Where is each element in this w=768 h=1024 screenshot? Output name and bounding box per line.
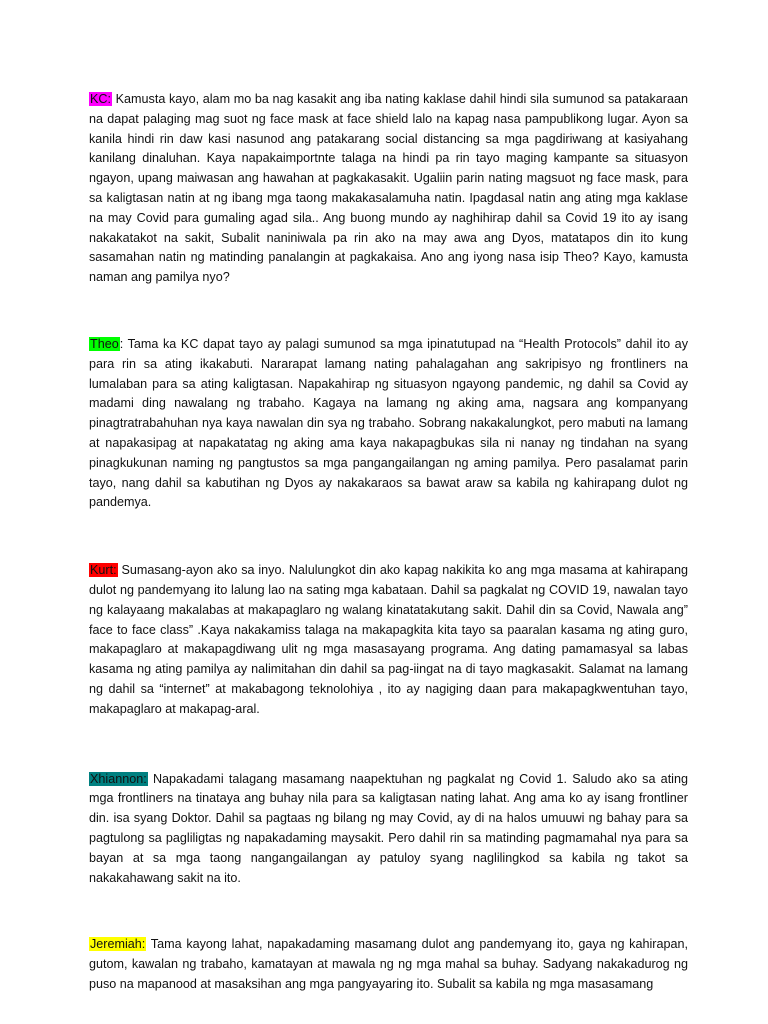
dialogue-text-kc: Kamusta kayo, alam mo ba nag kasakit ang iba nating kaklase dahil hindi sila sumunod sa patakaraan na dapat palaging mag suot ng face mask at face shield lalo na kapag nasa pampublikong lugar. Ayon sa kanila hindi rin daw kasi nasunod ang patakarang social distancing sa mga pagdiriwang at kasiyahang kanilang dinaluhan. Kaya napakaimportnte talaga na hindi pa rin tayo maging kampante sa situasyon ngayon, upang maiwasan ang hawahan at pagkakasakit. Ugaliin parin nating magsuot ng face mask, para sa kaligtasan natin at ng ibang mga taong makakasalamuha natin. Ipagdasal natin ang ating mga kaklase na may Covid para gumaling agad sila.. Ang buong mundo ay naghihirap dahil sa Covid 19 ito ay isang nakakatakot na sakit, Subalit naniniwala pa rin ako na may awa ang Dyos, matatapos din ito kung sasamahan natin ng matinding panalangin at pagkakaisa. Ano ang iyong nasa isip Theo? Kayo, kamusta naman ang pamilya nyo? — [89, 92, 688, 285]
dialogue-text-jeremiah: Tama kayong lahat, napakadaming masamang dulot ang pandemyang ito, gaya ng kahirapan, gutom, kawalan ng trabaho, kamatayan at mawala ng ng mga mahal sa buhay. Sadyang nakakadurog ng puso na mapanood at masaksihan ang mga pangyayaring ito. Subalit sa kabila ng mga masasamang — [89, 937, 688, 991]
dialogue-entry-kurt — [89, 561, 688, 719]
dialogue-entry-jeremiah — [89, 935, 688, 994]
dialogue-entry-kc — [89, 90, 688, 288]
dialogue-text-xhiannon: Napakadami talagang masamang naapektuhan ng pagkalat ng Covid 1. Saludo ako sa ating mga frontliners na tinataya ang buhay nila para sa kaligtasan nating lahat. Ang ama ko ay isang frontliner din. isa syang Doktor. Dahil sa pagtaas ng bilang ng may Covid, ay di na halos umuuwi ng bahay para sa pagtulong sa pagliligtas ng napakadaming maysakit. Pero dahil rin sa matinding pagmamahal nya para sa bayan at sa mga taong nangangailangan ay patuloy syang naglilingkod sa kabila ng takot sa nakakahawang sakit na ito. — [89, 771, 688, 885]
speaker-label-xhiannon: Xhiannon: — [90, 771, 147, 786]
speaker-label-jeremiah: Jeremiah: — [90, 937, 146, 952]
dialogue-entry-xhiannon — [89, 770, 688, 889]
speaker-label-kc: KC: — [90, 92, 111, 106]
dialogue-entry-theo — [89, 335, 688, 513]
speaker-label-theo: Theo — [90, 336, 119, 351]
dialogue-text-kurt: Sumasang-ayon ako sa inyo. Nalulungkot din ako kapag nakikita ko ang mga masama at kahirapang dulot ng pandemyang ito lalung lao na sating mga kabataan. Dahil sa pagkalat ng COVID 19, nawalan tayo ng kalayaang makalabas at makapaglaro ng walang kinatatakutang sakit. Dahil din sa Covid, Nawala ang” face to face class” .Kaya nakakamiss talaga na makapagkita kita tayo sa paaralan kasama ng ating guro, makapaglaro at makapagdiwang ulit ng mga masasayang programa. Ang dating pamamasyal sa labas kasama ng ating pamilya ay nalimitahan din dahil sa pag-iingat na di tayo magkasakit. Salamat na lamang ng dahil sa “internet” at makabagong teknolohiya , ito ay nagiging daan para makapagkwentuhan tayo, makapaglaro at makapag-aral. — [89, 563, 688, 716]
speaker-label-kurt: Kurt: — [90, 563, 117, 578]
dialogue-text-theo: : Tama ka KC dapat tayo ay palagi sumunod sa mga ipinatutupad na “Health Protocols” dahil ito ay para rin sa ating ikakabuti. Nararapat lamang nating pahalagahan ang sakripisyo ng frontliners na lumalaban para sa ating kaligtasan. Napakahirap ng situasyon ngayong pandemic, ng dahil sa Covid ay madami ding nawalang ng trabaho. Kagaya na lamang ng aking ama, nagsara ang kompanyang pinagtratrabahuhan nya kaya nawalan din sya ng trabaho. Sobrang nakakalungkot, pero mabuti na lamang at napakasipag at napakatatag ng aking ama kaya nakapagbukas sila ni nanay ng tindahan na syang pinagkukunan naming ng pangtustos sa mga pangangailangan ng aming pamilya. Pero pasalamat parin tayo, nang dahil sa kabutihan ng Dyos ay nakakaraos sa bawat araw sa kabila ng kahirapang dulot ng pandemya. — [89, 336, 688, 510]
